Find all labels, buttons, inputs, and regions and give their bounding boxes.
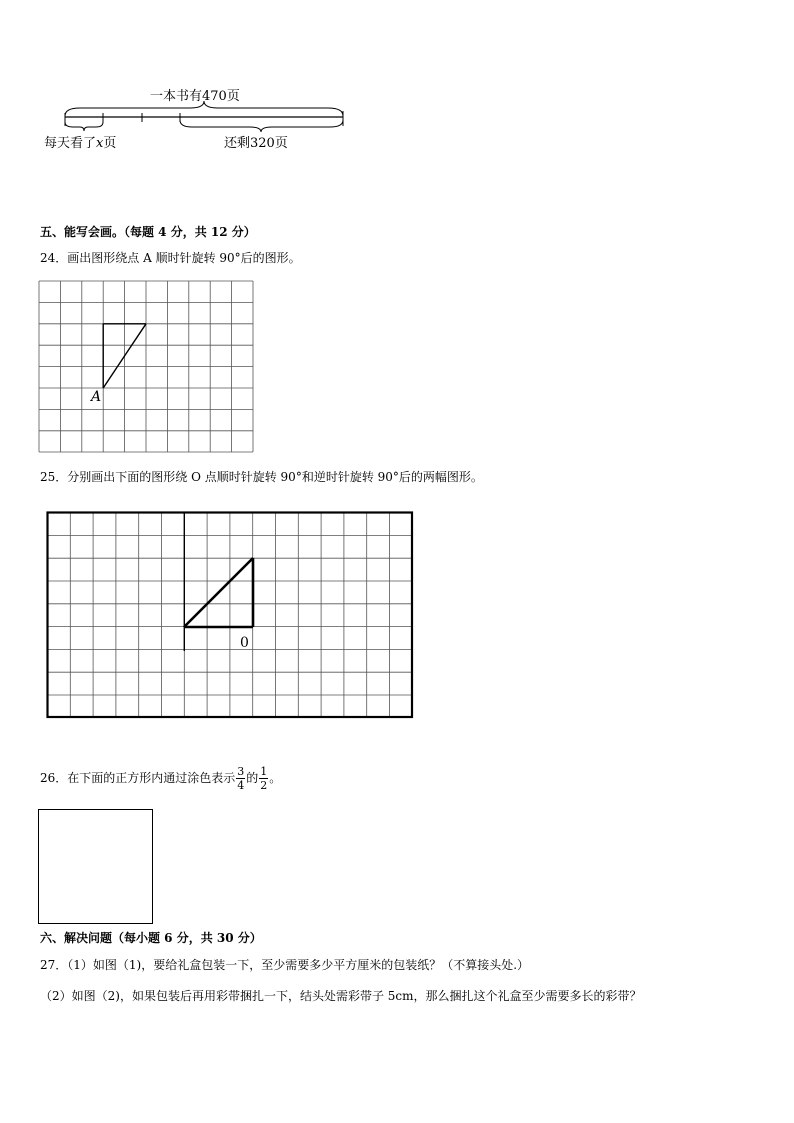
q25-grid-graphic	[46, 511, 414, 719]
total-pages-label: 一本书有470页	[150, 89, 240, 104]
q24-grid	[38, 280, 254, 453]
q26-text-mid: 的	[246, 771, 259, 785]
fraction-three-quarters	[236, 765, 245, 792]
q25-triangle	[184, 558, 253, 627]
daily-pages-label	[44, 136, 116, 152]
daily-label-variable: x	[96, 136, 104, 151]
q25-grid	[46, 511, 414, 719]
section6-heading: 六、解决问题（每小题 6 分，共 30 分）	[40, 931, 262, 945]
frac1-numerator: 3	[237, 765, 245, 778]
frac1-denominator: 4	[237, 779, 245, 792]
frac2-denominator: 2	[260, 779, 268, 792]
remaining-pages-label: 还剩320页	[224, 136, 288, 151]
q26-text-after: 。	[269, 771, 282, 785]
q24-text: 24．画出图形绕点 A 顺时针旋转 90°后的图形。	[40, 251, 301, 265]
q27-part1-text: 27．（1）如图（1)，要给礼盒包装一下，至少需要多少平方厘米的包装纸？（不算接头处.）	[40, 958, 530, 972]
q25-point-o-label: 0	[240, 635, 249, 651]
daily-label-suffix: 页	[103, 136, 117, 151]
q26-text	[40, 763, 281, 793]
section5-heading: 五、能写会画。（每题 4 分，共 12 分）	[40, 225, 256, 239]
q25-text: 25．分别画出下面的图形绕 O 点顺时针旋转 90°和逆时针旋转 90°后的两幅图形。	[40, 470, 483, 484]
fraction-one-half	[259, 765, 268, 792]
daily-label-prefix: 每天看了	[44, 136, 97, 151]
q24-point-a-label: A	[91, 389, 102, 405]
q27-part2-text: （2）如图（2)，如果包装后再用彩带捆扎一下，结头处需彩带子 5cm，那么捆扎这个礼盒至少需要多长的彩带？	[40, 989, 642, 1003]
q26-text-before: 26．在下面的正方形内通过涂色表示	[40, 771, 236, 785]
frac2-numerator: 1	[260, 765, 268, 778]
q24-grid-graphic	[38, 280, 254, 453]
q26-square	[38, 809, 153, 924]
